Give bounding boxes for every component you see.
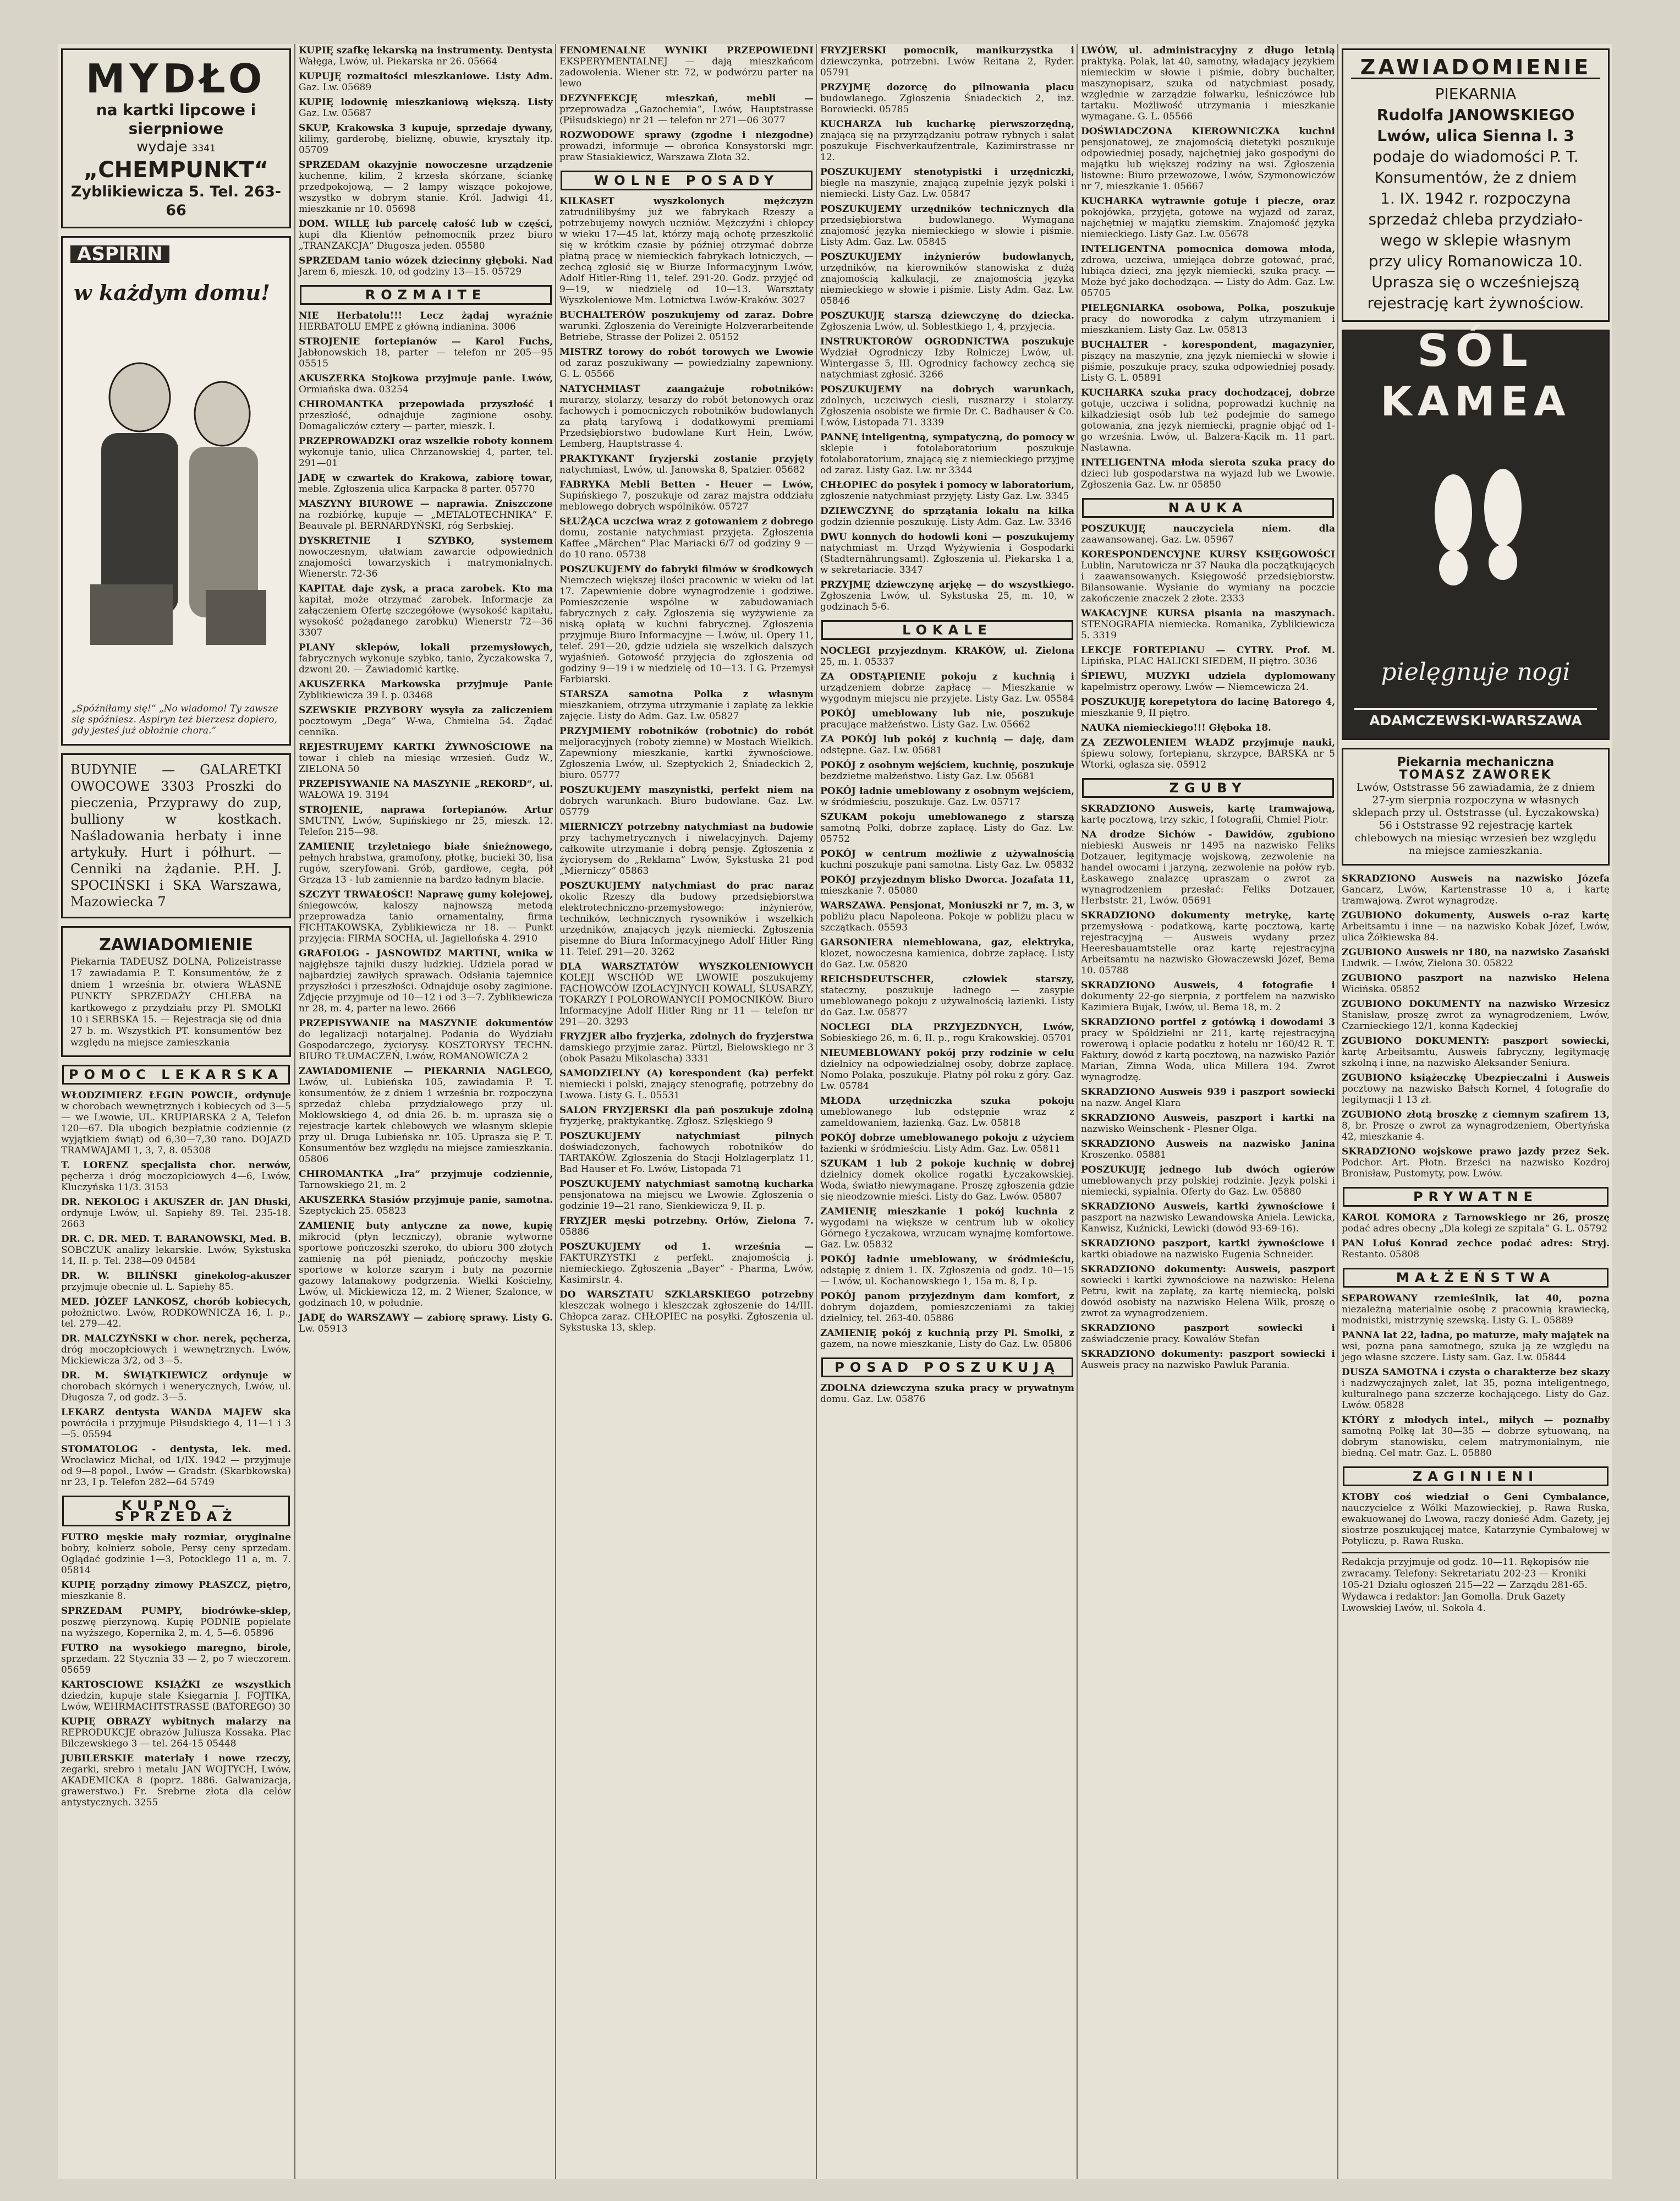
classified-ad: POSZUKUJEMY od 1. września — FAKTURZYSTKI z perfekt. znajomością j. niemieckiego. Zgłoszenia „Bayer“ - Pharma, Lwów, Kasimirstr. 4. [559,1241,814,1285]
classified-ad: SKRADZIONO portfel z gotówką i dowodami 3 pracy w Spółdzielni nr 211, kartę rejestracyjną rowerową i opłacie podatku z hotelu nr 160/42 R. T. Faktury, dowód z kartą pocztową, na nazwisko Paziór Marian, Zimna Woda, ulica Millera 194. Zwrot wynagrodzę. [1081,1017,1335,1083]
classified-ad: ZGUBIONO dokumenty, Ausweis o-raz kartę Arbeitsamtu i inne — na nazwisko Kobak Józef, Lwów, ulica Żółkiewska 84. [1342,910,1610,943]
classified-ad: DOM. WILLĘ lub parcelę całość lub w części, kupi dla Klientów pełnomocnik przez biuro „TRANZAKCJA“ Długosza jeden. 05580 [299,218,553,251]
aspirin-caption: „Spóźniłamy się!“ „No wiadomo! Ty zawsze się spóźniesz. Aspiryn też bierzesz dopiero, gdy jesteś już obłożnie chora.“ [72,703,278,736]
classified-ad: POSZUKUJEMY urzędników technicznych dla przedsiębiorstwa budowlanego. Wymagana znajomość języka niemieckiego w słowie i piśmie. Listy Adm. Gaz. Lw. 05845 [820,204,1074,248]
section-header-posad-poszukuja: POSAD POSZUKUJĄ [821,1357,1073,1377]
classified-ad: KUCHARKA wytrawnie gotuje i piecze, oraz pokojówka, przyjęta, gotowe na wyjazd od zaraz, najchętniej w majątku ziemskim. Znajomość języka niemieckiego. Listy Gaz. Lw. 05678 [1081,196,1335,240]
classified-ad: KUPIĘ OBRAZY wybitnych malarzy na REPRODUKCJE obrazów Juliusza Kossaka. Plac Bilczewskiego 3 — tel. 264-15 05448 [61,1716,291,1749]
classified-ad: ZAMIENIĘ pokój z kuchnią przy Pl. Smolki, z gazem, na nowe mieszkanie, Listy do Gaz. Lw. 05806 [820,1328,1074,1350]
ad-zawiadomienie-dolna [61,926,291,1057]
classified-ad: ZGUBIONO złotą broszkę z ciemnym szafirem 13, 8, br. Proszę o zwrot za wynagrodzeniem, Obertyńska 42, mieszkanie 4. [1342,1109,1610,1142]
section-header-lokale: LOKALE [821,620,1073,640]
zaw-line: PIEKARNIA [1435,85,1517,103]
ad-piekarnia-zaworek [1342,748,1610,866]
classified-ad: PRZYJMĘ dozorcę do pilnowania placu budowlanego. Zgłoszenia Śniadeckich 2, inż. Borowiecki. 05785 [820,82,1074,115]
classified-ad: POKÓJ panom przyjezdnym dam komfort, z dobrym dojazdem, pomieszczeniami za takiej dzielnicy, tel. 263-40. 05886 [820,1291,1074,1324]
zawiadomienie-title: ZAWIADOMIENIE [99,935,253,955]
classified-ad: FRYZJER albo fryzjerka, zdolnych do fryzjerstwa damskiego przyjmie zaraz. Pürtzl, Bielowskiego nr 3 (obok Pasażu Mikolascha) 3331 [559,1031,814,1064]
classified-ad: POKÓJ ładnie umeblowany, w śródmieściu, odstąpię z dniem 1. IX. Zgłoszenia od godz. 10—15 — Lwów, ul. Kochanowskiego 1, 15a m. 8, I p. [820,1254,1074,1287]
classified-ad: KUCHARZA lub kucharkę pierwszorzędną, znającą się na przyrządzaniu potraw rybnych i sałat poszukuje Fischverkaufzentrale, Kazimirstrasse nr 12. [820,119,1074,163]
zawiadomienie-body: Piekarnia TADEUSZ DOLNA, Polizeistrasse 17 zawiadamia P. T. Konsumentów, że z dniem 1 września br. otwiera WŁASNE PUNKTY SPRZEDAŻY CHLEBA na kartkowego z przydziału przy Pl. SMOLKI 10 i SERBSKA 15. — Rejestracja się od dnia 27 b. m. Wszystkich PT. konsumentów bez względu na miejsce zamieszkania [70,956,282,1048]
column-6 [1337,44,1613,2179]
ad-zawiadomienie-janowski [1342,48,1610,322]
classified-ad: DWU konnych do hodowli koni — poszukujemy natychmiast m. Urząd Wyżywienia i Gospodarki (Stadternährungsamt). Zgłoszenia ul. Piekarska 1 a, w sekretariacie. 3347 [820,532,1074,576]
classified-ad: STROJENIE fortepianów — Karol Fuchs, Jabłonowskich 18, parter — telefon nr 205—95 05515 [299,336,553,369]
ad-number: 3341 [191,143,216,154]
classified-ad: DR. W. BILIŃSKI ginekolog-akuszer przyjmuje obecnie ul. L. Sapiehy 85. [61,1271,291,1293]
classified-ad: DR. NEKOLOG i AKUSZER dr. JAN Dłuski, ordynuje Lwów, ul. Sapiehy 89. Tel. 235-18. 2663 [61,1197,291,1230]
ad-sol-kamea [1342,325,1610,740]
classified-ad: SKRADZIONO Ausweis, paszport i kartki na nazwisko Weinschenk - Plesner Olga. [1081,1113,1335,1135]
footprints-icon [1415,463,1541,606]
classified-ad: FRYZJERSKI pomocnik, manikurzystka i dziewczynka, potrzebni. Lwów Reitana 2, Ryder. 05791 [820,45,1074,78]
classified-ad: POSZUKUJĘ korepetytora do lacinę Batorego 4, mieszkanie 9, II piętro. [1081,697,1335,719]
classified-ad: POKÓJ umeblowany lub nie, poszukuje pracujące małżeństwo. Listy Gaz. Lw. 05662 [820,708,1074,730]
section-header-zaginieni: ZAGINIENI [1343,1466,1608,1486]
classified-ad: SKRADZIONO Ausweis, 4 fotografie i dokumenty 22-go sierpnia, z portfelem na nazwisko Kazimiera Bujak, Lwów, ul. Bema 18, m. 2 [1081,980,1335,1013]
pomoc-list [58,1090,294,1488]
classified-ad: ZGUBIONO paszport na nazwisko Helena Wicińska. 05852 [1342,973,1610,995]
classified-ad: BUCHALTER - korespondent, magazynier, piszący na maszynie, zna język niemiecki w słowie i piśmie, poszukuje pracy, szuka odpowiedniej posady. Listy G. L. 05891 [1081,340,1335,384]
zaw-line: Lwów, ulica Sienna l. 3 [1377,127,1574,145]
mydlo-line: wydaje [136,139,188,155]
classified-ad: CHIROMANTKA „Ira“ przyjmuje codziennie, Tarnowskiego 21, m. 2 [299,1169,553,1191]
classified-ad: DEZYNFEKCJĘ mieszkań, mebli — przeprowadza „Gazochemia“, Lwów, Hauptstrasse (Piłsudskiego) nr 21 — telefon nr 271—06 3077 [559,93,814,126]
section-header-prywatne: PRYWATNE [1343,1187,1608,1207]
classified-ad: DR. C. DR. MED. T. BARANOWSKI, Med. B. SOBCZUK analizy lekarskie. Lwów, Sykstuska 14, II. p. Tel. 238—09 04584 [61,1234,291,1267]
classified-ad: POKÓJ dobrze umeblowanego pokoju z użyciem łazienki w śródmieściu. Listy Adm. Gaz. Lw. 05811 [820,1132,1074,1154]
classified-ad: SPRZEDAM tanio wózek dziecinny głęboki. Nad Jarem 6, mieszk. 10, od godziny 13—15. 05729 [299,255,553,277]
classified-ad: STROJENIE, naprawa fortepianów. Artur SMUTNY, Lwów, Supińskiego nr 25, mieszk. 12. Telefon 215—98. [299,804,553,837]
zaw-line: podaje do wiadomości P. T. [1372,147,1579,166]
classified-ad: GRAFOLOG - JASNOWIDZ MARTINI, wnika w najgłębsze tajniki duszy ludzkiej. Udziela porad w najbardziej zawiłych sprawach. Odsłania tajemnice przyszłości i przeszłości. Odnajduje osoby zaginione. Zdjęcie przyjmuje od 10—12 i od 3—7. Zyblikiewicza nr 28, m. 4, parter na lewo. 2666 [299,948,553,1014]
classified-ad: KUPUJĘ rozmaitości mieszkaniowe. Listy Adm. Gaz. Lw. 05689 [299,71,553,93]
classified-ad: LEKARZ dentysta WANDA MAJEW ska powróciła i przyjmuje Piłsudskiego 4, 11—1 i 3—5. 05594 [61,1407,291,1440]
classified-ad: WARSZAWA. Pensjonat, Moniuszki nr 7, m. 3, w pobliżu placu Napoleona. Pokoje w pobliżu placu w szczątkach. 05593 [820,900,1074,933]
classified-ad: NOCLEGI przyjezdnym. KRAKÓW, ul. Zielona 25, m. 1. 05337 [820,645,1074,667]
mech-name: TOMASZ ZAWOREK [1399,768,1552,782]
classified-ad: JADĘ w czwartek do Krakowa, zabiorę towar, meble. Zgłoszenia ulica Karpacka 8 parter. 05770 [299,473,553,495]
classified-ad: PRZEPISYWANIE na MASZYNIE dokumentów do legalizacji notarjalnej. Podania do Wydziału Gospodarczego, życiorysy. KOSZTORYSY TECHN. BIURO TŁUMACZEŃ, Lwów, ROMANOWICZA 2 [299,1018,553,1062]
classified-ad: ZGUBIONO książeczkę Ubezpieczalni i Ausweis pocztowy na nazwisko Bałsch Kornel, 4 fotografie do legitymacji 1 13 zł. [1342,1072,1610,1105]
classified-ad: ZA ODSTĄPIENIE pokoju z kuchnią i urządzeniem dobrze zapłacę — Mieszkanie w wygodnym miejscu nie przyjęte. Listy Gaz. Lw. 05584 [820,671,1074,704]
classified-ad: MED. JÓZEF LANKOSZ, chorób kobiecych, położnictwo. Lwów, RODKOWNICZA 16, I. p., tel. 279—42. [61,1296,291,1329]
classified-ad: POKÓJ w centrum możliwie z używalnością kuchni poszukuje pani samotna. Listy Gaz. Lw. 05832 [820,848,1074,870]
classified-ad: POSZUKUJEMY inżynierów budowlanych, urzędników, na kierowników stanowiska z dużą znajomością kalkulacji, ze znajomością języka niemieckiego w słowie i piśmie. Listy Adm. Gaz. Lw. 05846 [820,251,1074,306]
classified-ad: MŁODA urzędniczka szuka pokoju umeblowanego lub odstępnie wraz z zameldowaniem, łazienką. Gaz. Lw. 05818 [820,1096,1074,1129]
classified-ad: FENOMENALNE WYNIKI PRZEPOWIEDNI EKSPERYMENTALNEJ — dają mieszkańcom zadowolenia. Wiener str. 72, w podwórzu parter na lewo [559,45,814,89]
classified-ad: FUTRO męskie mały rozmiar, oryginalne bobry, kołnierz sobole, Persy ceny sprzedam. Oglądać godzinie 1—3, Potocklego 11 a, m. 7. 05814 [61,1532,291,1576]
classified-ad: POKÓJ przyjezdnym blisko Dworca. Jozafata 11, mieszkanie 7. 05080 [820,874,1074,896]
classified-ad: SZUKAM 1 lub 2 pokoje kuchnię w dobrej dzielnicy domek okolice rogatki Łyczakowskiej. Woda, światło niewymagane. Proszę zgłoszenia gdzie się nieodzownie mieści. Listy do Gaz. Lwów. 05807 [820,1158,1074,1202]
classified-ad: PRZYJMĘ dziewczynę arjękę — do wszystkiego. Zgłoszenia Lwów, ul. Sykstuska 25, m. 10, w godzinach 5-6. [820,579,1074,612]
classified-ad: ŚPIEWU, MUZYKI udziela dyplomowany kapelmistrz operowy. Lwów — Niemcewicza 24. [1081,671,1335,693]
classified-ad: SKRADZIONO Ausweis, kartki żywnościowe i paszport na nazwisko Lewandowska Aniela. Lewicka, Kanwisz, Kuźnicki, Lewicki (dowód 93-69-16). [1081,1201,1335,1234]
classified-ad: SKRADZIONO Ausweis, kartę tramwajową, kartę pocztową, trzy szkic, I fotografii, Chmiel Piotr. [1081,803,1335,825]
classified-ad: SKRADZIONO dokumenty: paszport sowiecki i Ausweis pracy na nazwisko Pawluk Parania. [1081,1349,1335,1371]
classified-ad: ZGUBIONO DOKUMENTY: paszport sowiecki, kartę Arbeitsamtu, Ausweis fabryczny, legitymację szkolną i inne, na nazwisko Aleksander Seniura. [1342,1036,1610,1069]
classified-ad: NATYCHMIAST zaangażuje robotników: murarzy, stolarzy, tesarzy do robót betonowych oraz fachowych i pomocniczych robotników budowlanych za płatą taryfową i dodatkowymi premiami Przedsiębiorstwo budowlane Kurt Hein, Lwów, Lemberg, Hauptstrasse 4. [559,384,814,450]
section-header-zguby: ZGUBY [1082,778,1334,798]
zaw-line: Rudolfa JANOWSKIEGO [1376,106,1575,124]
classified-ad: PRAKTYKANT fryzjerski zostanie przyjęty natychmiast, Lwów, ul. Janowska 8, Spatzier. 05682 [559,453,814,475]
classified-ad: SKRADZIONO Ausweis 939 i paszport sowiecki na nazw. Angel Klara [1081,1087,1335,1109]
classified-ad: PAN Lołuś Konrad zechce podać adres: Stryj. Restanto. 05808 [1342,1238,1610,1260]
mydlo-title: MYDŁO [85,56,267,102]
mydlo-line: na kartki lipcowe i sierpniowe [96,101,256,138]
classified-ad: MISTRZ torowy do robót torowych we Lwowie od zaraz poszukiwany — powiedzialny zapewniony. G. L. 05566 [559,347,814,380]
kamea-name: KAMEA [1380,378,1571,425]
classified-ad: POSZUKUJEMY natychmiast samotną kucharka pensjonatowa na miejscu we Lwowie. Zgłoszenia o godzinie 19—21 rano, Sienkiewicza 9, II. p. [559,1179,814,1212]
kamea-maker: ADAMCZEWSKI-WARSZAWA [1354,708,1597,726]
classified-ad: PRZYJMIEMY robotników (robotnic) do robót meljoracyjnych (roboty ziemne) w Mostach Wielkich. Zapewniony mieszkanie, kartki żywnościowe. Zgłoszenia Lwów, ul. Szeptyckich 2, Śniadeckich 2, biuro. 05777 [559,726,814,781]
classified-ad: KARTOSCIOWE KSIĄŻKI ze wszystkich dziedzin, kupuje stale Księgarnia J. FOJTIKA, Lwów, WEHRMACHTSTRASSE (BATOREGO) 30 [61,1679,291,1712]
classified-ad: AKUSZERKA Stojkowa przyjmuje panie. Lwów, Ormiańska dwa. 03254 [299,373,553,395]
classified-ad: SZEWSKIE PRZYBORY wysyła za zaliczeniem pocztowym „Dega“ W-wa, Chmielna 54. Żądać cennika. [299,705,553,738]
classified-ad: JUBILERSKIE materiały i nowe rzeczy, zegarki, srebro i metalu JAN WOJTYCH, Lwów, AKADEMICKA 8 (poprz. 1886. Galwanizacja, grawerstwo.) Fr. Srebrne złota dla celów antystycznych. 3255 [61,1753,291,1808]
classified-ad: SALON FRYZJERSKI dla pań poszukuje zdolną fryzjerkę, praktykantkę. Zgłosz. Szlęskiego 9 [559,1105,814,1127]
section-header-wolne-posady: WOLNE POSADY [561,171,812,190]
kamea-sol: SÓL [1417,325,1534,376]
classified-ad: KAROL KOMORA z Tarnowskiego nr 26, proszę podać adres obecny „Dla kolegi ze szpitala“ G. L. 05792 [1342,1212,1610,1234]
classified-ad: SKRADZIONO wojskowe prawo jazdy przez Sek. Podchor. Art. Płotn. Brześci na nazwisko Kozdroj Bronisław, Pustomyty, pow. Lwów. [1342,1146,1610,1179]
kupno-list [58,1532,294,1808]
classified-ad: CHIROMANTKA przepowiada przyszłość i przeszłość, odnajduje zaginione osoby. Domagaliczów cztery — parter, mieszk. I. [299,399,553,432]
classified-ad: ZAWIADOMIENIE — PIEKARNIA NAGLEGO, Lwów, ul. Lubieńska 105, zawiadamia P. T. konsumentów, że z dniem 1 września br. rozpoczyna sprzedaż chleba przydziałowego przy ul. Mokłowskiego 4, od dnia 26. b. m. uprasza się o rejestracje kartek chlebowych we własnym sklepie przy ul. Druga Lubieńska nr. 105. Uprasza się P. T. Konsumentów bez względu na miejsce zamieszkania. 05806 [299,1066,553,1165]
classified-ad: ZA POKÓJ lub pokój z kuchnią — daję, dam odstępne. Gaz. Lw. 05681 [820,734,1074,756]
classified-ad: POKÓJ ładnie umeblowany z osobnym wejściem, w śródmieściu, poszukuje. Gaz. Lw. 05717 [820,786,1074,808]
section-header-pomoc: POMOC LEKARSKA [62,1065,290,1085]
column-2 [294,44,556,2179]
classified-ad: ZGUBIONO Ausweis nr 180, na nazwisko Zasański Ludwik. — Lwów, Zielona 30. 05822 [1342,947,1610,969]
zaw-line: Uprasza się o wcześniejszą [1371,273,1580,291]
classified-ad: PANNĘ inteligentną, sympatyczną, do pomocy w sklepie i fotolaboratorium poszukuje fotolaboratorium, znającą się z niemieckiego przyjmę od zaraz. Listy Gaz. Lw. nr 3344 [820,432,1074,476]
classified-ad: KUCHARKA szuka pracy dochodzącej, dobrze gotuje, uczciwa i solidna, poprowadzi kuchnię na kilkadziesiąt osób lub też podejmie do samego gotowania, zna język niemiecki, pragnie objąć od 1-go września. Lwów, ul. Balzera-Kącik m. 11 part. Nastawna. [1081,387,1335,453]
classified-ad: BUCHALTERÓW poszukujemy od zaraz. Dobre warunki. Zgłoszenia do Vereinigte Holzverarbeitende Betriebe, Strasse der Polizei 2. 05152 [559,310,814,343]
classified-ad: FABRYKA Mebli Betten - Heuer — Lwów, Supińskiego 7, poszukuje od zaraz majstra oddziału meblowego dobrych wspólników. 05727 [559,479,814,512]
classified-ad: DR. MALCZYŃSKI w chor. nerek, pęcherza, dróg moczopłciowych i wewnętrznych. Lwów, Mickiewicza 3/2, od 3—5. [61,1333,291,1366]
classified-ad: REJESTRUJEMY KARTKI ŻYWNOŚCIOWE na towar i chleb na miesiąc wrzesień. Gudz W., ZIELONA 50 [299,742,553,775]
classified-ad: POSZUKUJĘ nauczyciela niem. dla zaawansowanej. Gaz. Lw. 05967 [1081,523,1335,545]
column-1 [58,44,294,2179]
classified-ad: POSZUKUJEMY natychmiast pilnych doświadczonych, fachowych robotników do TARTAKÓW. Zgłoszenia do Stacji Holzlagerplatz 11, Bad Hauser et Fo. Lwów, Listopada 71 [559,1131,814,1175]
classified-ad: WŁODZIMIERZ ŁEGIN POWCIŁ, ordynuje w chorobach wewnętrznych i kobiecych od 3—5 — we Lwowie, UL. KRUPIARSKA 2 A, Telefon 120—67. Dla ubogich bezpłatnie codziennie (z wyjątkiem świąt) od 6,30—7,30 rano. DOJAZD TRAMWAJAMI 1, 3, 7, 8. 05308 [61,1090,291,1156]
zaw-line: sprzedaż chleba przydziało- [1368,210,1583,228]
aspirin-brand: ASPIRIN [70,245,169,263]
classified-ad: SŁUŻĄCA uczciwa wraz z gotowaniem z dobrego domu, zostanie natychmiast przyjęta. Zgłoszenia Kaffee „Märchen“ Plac Mariacki 6/7 od godziny 9 — do 10 rano. 05738 [559,516,814,560]
zaw-line: rejestrację kart żywnościow. [1367,294,1584,312]
classified-ad: PLANY sklepów, lokali przemysłowych, fabrycznych wykonuje szybko, tanio, Życzakowska 7, dzwoni 20. — Zawiadomić kartkę. [299,642,553,675]
classified-ad: SKRADZIONO Ausweis na nazwisko Janina Kroszenko. 05881 [1081,1138,1335,1160]
classified-ad: INTELIGENTNA młoda sierota szuka pracy do dzieci lub gospodarstwa na wyjazd lub we Lwowie. Zgłoszenia Gaz. Lw. nr 05850 [1081,457,1335,490]
classified-ad: SKRADZIONO paszport sowiecki i zaświadczenie pracy. Kowalów Stefan [1081,1323,1335,1345]
classified-ad: NAUKA niemieckiego!!! Głęboka 18. [1081,722,1271,733]
zaw-line: przy ulicy Romanowicza 10. [1368,252,1583,270]
classified-ad: SZUKAM pokoju umeblowanego z starszą samotną Polki, dobrze zapłacę. Listy do Gaz. Lw. 05752 [820,812,1074,845]
illustration-figures [79,331,277,661]
classified-ad: SPRZEDAM okazyjnie nowoczesne urządzenie kuchenne, kilim, 2 krzesła skórzane, ściankę przedpokojową, — 2 lampy wiszące pokojowe, wszystko w dobrym stanie. Król. Jadwigi 41, mieszkanie nr 10. 05698 [299,160,553,215]
classified-ad: SZCZYT TRWAŁOŚCI! Naprawę gumy kolejowej, śniegowców, kaloszy najnowszą metodą przeprowadza tanio ornamentalny, firma FICHTAKOWSKA, Zyblikiewicza nr 18. — Punkt przyjęcia: FIRMA SOCHA, ul. Jagiellońska 4. 2910 [299,889,553,944]
aspirin-tag: w każdym domu! [74,280,270,305]
classified-ad: SKRADZIONO paszport, kartki żywnościowe i kartki obiadowe na nazwisko Eugenia Schneider. [1081,1238,1335,1260]
mydlo-address: Zyblikiewicza 5. Tel. 263-66 [70,183,282,219]
column-5 [1077,44,1338,2179]
classified-ad: KUPIĘ szafkę lekarską na instrumenty. Dentysta Wałęga, Lwów, ul. Piekarska nr 26. 05664 [299,45,553,67]
classified-ad: KTOBY coś wiedział o Geni Cymbalance, nauczycielce z Wólki Mazowieckiej, p. Rawa Ruska, ewakuowanej do Lwowa, raczy donieść Adm. Gazety, jej siostrze poszukującej matce, Katarzynie Cymbałowej w Potyliczu, p. Rawa Ruska. [1342,1492,1610,1547]
classified-ad: ZGUBIONO DOKUMENTY na nazwisko Wrzesicz Stanisław, proszę zwrot za wynagrodzeniem, Lwów, Czarnieckiego 12/1, konna Kądeckiej [1342,999,1610,1032]
classified-ad: INTELIGENTNA pomocnica domowa młoda, zdrowa, uczciwa, umiejąca dobrze gotować, prać, lubiąca dzieci, zna język niemiecki, szuka pracy. — Może być jako dochodząca. — Listy do Adm. Gaz. Lw. 05705 [1081,244,1335,299]
classified-ad: KUPIĘ porządny zimowy PŁASZCZ, piętro, mieszkanie 8. [61,1580,291,1602]
classified-ad: PRZEPISYWANIE NA MASZYNIE „REKORD“, ul. WAŁOWA 19. 3194 [299,779,553,801]
ad-budynie: BUDYNIE — GALARETKI OWOCOWE 3303 Proszki do pieczenia, Przyprawy do zup, bulliony w kostkach. Naśladowania herbaty i inne artykuły. Hurt i półhurt. — Cenniki na żądanie. P.H. J. SPOCIŃSKI i SKA Warszawa, Mazowiecka 7 [61,753,291,918]
classified-ad: WAKACYJNE KURSA pisania na maszynach. STENOGRAFIA niemiecka. Romanika, Zyblikiewicza 5. 3319 [1081,608,1335,641]
classified-ad: SKRADZIONO Ausweis na nazwisko Józefa Gancarz, Lwów, Kartenstrasse 10 a, i kartę tramwajową. Zwrot wynagrodzę. [1342,873,1610,906]
zaw-line: wego w sklepie własnym [1380,231,1572,249]
redakcja-footer: Redakcja przyjmuje od godz. 10—11. Rękopisów nie zwracamy. Telefony: Sekretariatu 202-23 — Kroniki 105-21 Działu ogłoszeń 215—22 — Zarządu 281-65. Wydawca i redaktor: Jan Gomolla. Druk Gazety Lwowskiej Lwów, ul. Sokoła 4. [1342,1552,1610,1614]
classified-ad: ZA ZEZWOLENIEM WŁADZ przyjmuje nauki, śpiewu solowy, fortepianu, skrzypce, BARSKA nr 5 Wtorki, oglasza się. 05912 [1081,737,1335,770]
mech-title: Piekarnia mechaniczna [1397,755,1555,769]
classified-ad: POSZUKUJEMY natychmiast do prac naraz okolic Rzeszy dla budowy przedsiębiorstwa elektrotechniczno-przemysłowego: inżynierów, techników, technicznych rysowników i wszelkich urzędników, znających język niemiecki. Zgłoszenia pisemne do Biura Informacyjnego Adolf Hitler Ring 11. Telef. 291—20. 3262 [559,880,814,957]
classified-ad: PIELĘGNIARKA osobowa, Polka, poszukuje pracy do noworodka z całym utrzymaniem i mieszkaniem. Listy Gaz. Lw. 05813 [1081,303,1335,336]
classified-ad: DUSZA SAMOTNA i czysta o charakterze bez skazy i nadzwyczajnych zalet, lat 35, pozna inteligentnego, kulturalnego pana szczerze kochającego. Listy do Gaz. Lwów. 05828 [1342,1367,1610,1411]
classified-ad: FUTRO na wysokiego maregno, birole, sprzedam. 22 Stycznia 33 — 2, po 7 wieczorem. 05659 [61,1642,291,1676]
classified-ad: SKUP, Krakowska 3 kupuje, sprzedaje dywany, kilimy, garderobę, bieliznę, obuwie, kryształy itp. 05709 [299,123,553,156]
classified-ad: SEPAROWANY rzemieślnik, lat 40, pozna niezależną materialnie osobę z pracownią krawiecką, modnistki, mistrzynię szewską. Listy G. L. 05889 [1342,1293,1610,1326]
classified-ad: KILKASET wyszkolonych mężczyzn zatrudnilibyśmy już we fabrykach Rzeszy a potrzebujemy nowych uczniów. Mężczyźni i chłopcy w wieku 17—45 lat, którzy mają ochotę przeszkolić się w krótkim czasie by później otrzymać dobrze płatną pracę w niemieckich fabrykach lotniczych, — zechcą zgłosić się w Biurze Informacyjnym Lwów, Adolf Hitler-Ring 11, telef. 291-20. Godz. przyjęć od 9—19, w niedzielę od 10—13. Warsztaty Wyszkoleniowe Mm. Lotnictwa Lwów-Kraków. 3027 [559,196,814,306]
classified-ad: KUPIĘ lodownię mieszkaniową większą. Listy Gaz. Lw. 05687 [299,97,553,119]
classified-ad: STOMATOLOG - dentysta, lek. med. Wrocławicz Michał, od 1/IX. 1942 — przyjmuje od 9—8 popoł., Lwów — Gradstr. (Skarbkowska) nr 23, I p. Telefon 282—64 5749 [61,1444,291,1488]
classified-ad: JADĘ do WARSZAWY — zabiorę sprawy. Listy G. Lw. 05913 [299,1312,553,1334]
zaw-line: Konsumentów, że z dniem [1374,168,1577,187]
classified-ad: POSZUKUJEMY na dobrych warunkach, zdolnych, uczciwych ciesli, rusznarzy i stolarzy. Zgłoszenia osobiste we firmie Dr. C. Badhauser & Co. Lwów, Listopada 71. 3339 [820,384,1074,428]
classified-ad: MASZYNY BIUROWE — naprawia. Zniszczone na rozbiórkę, kupuje — „METALOTECHNIKA“ F. Beauvale pl. BERNARDYŃSKI, róg Serbskiej. [299,499,553,532]
classified-ad: DOŚWIADCZONA KIEROWNICZKA kuchni pensjonatowej, ze znajomością dietetyki poszukuje odpowiedniej posady, najchętniej jako gospodyni do majątku lub większej rodziny na wsi. Zgłoszenia listowne: Biuro przewozowe, Lwów, Szymonowiczów nr 7, mieszkanie 1. 05667 [1081,126,1335,192]
chempunkt: „CHEMPUNKT“ [83,157,269,183]
classified-ad: SKRADZIONO dokumenty: Ausweis, paszport sowiecki i kartki żywnościowe na nazwisko: Helena Petru, kwit na zapłatę, za kartę niemiecką, polski dowód osobisty na nazwisko Helena Wilk, proszę o zwrot za wynagrodzeniem. [1081,1264,1335,1319]
classified-ad: KTÓRY z młodych intel., miłych — poznałby samotną Polkę lat 30—35 — dobrze sytuowaną, na dobrym stanowisku, celem matrymonialnym, nie biedną. Cel matr. Gaz. L. 05880 [1342,1415,1610,1459]
classified-ad: DR. M. ŚWIĄTKIEWICZ ordynuje w chorobach skórnych i wenerycznych, Lwów, ul. Długosza 7, od godz. 3—5. [61,1370,291,1403]
zaw-line: 1. IX. 1942 r. rozpoczyna [1380,189,1571,207]
classified-ad: ZDOLNA dziewczyna szuka pracy w prywatnym domu. Gaz. Lw. 05876 [820,1383,1074,1405]
classified-ad: ZAMIENIĘ buty antyczne za nowe, kupię mikrocid (płyn leczniczy), obranie wytworne sportowe pończoszki szeroko, do ubioru 300 złotych zamienię na pół pieniądz, pończochy męskie sportowe w kolorze szarym i buty na pozornie gazowy latanakowy podgrzenia. Wielki Kościelny, Lwów, ul. Mickiewicza 12, m. 2 Wiener, Szalonce, w godzinach 10, w południe. [299,1220,553,1308]
classified-ad: POSZUKUJEMY stenotypistki i urzędniczki, biegłe na maszynie, znającą zupełnie język polski i niemiecki. Listy Gaz. Lw. 05847 [820,167,1074,200]
classified-ad: NOCLEGI DLA PRZYJEZDNYCH, Lwów, Sobieskiego 26, m. 6, II. p., rogu Krakowskiej. 05701 [820,1022,1074,1044]
classified-ad: REICHSDEUTSCHER, człowiek starszy, stateczny, poszukuje ładnego — zasypie umeblowanego pokoju z używalnością łazienki. Listy do Gaz. Lw. 05877 [820,974,1074,1018]
ad-mydlo [61,48,291,228]
classified-ad: MIERNICZY potrzebny natychmiast na budowie przy tachymetrycznych i niwelacyjnych. Dajemy całkowite utrzymanie i dobrą pensję. Zgłoszenia z życiorysem do „Reklama“ Lwów, Sykstuska 21 pod „Mierniczy“ 05863 [559,822,814,877]
classified-ad: POSZUKUJEMY maszynistki, perfekt niem na dobrych warunkach. Biuro budowlane. Gaz. Lw. 05779 [559,785,814,818]
classified-ad: CHŁOPIEC do posyłek i pomocy w laboratorium, zgłoszenie natychmiast przyjęty. Listy Gaz. Lw. 3345 [820,480,1074,502]
classified-ad: LEKCJE FORTEPIANU — CYTRY. Prof. M. Lipińska, PLAC HALICKI SIEDEM, II piętro. 3036 [1081,645,1335,667]
classified-ad: KAPITAŁ daje zysk, a praca zarobek. Kto ma kapitał, może otrzymać zarobek. Informacje za załączeniem Ofertę szczegółowe (wysokość kapitału, wysokość pożądanego zarobku) Wienerstr 72—36 3307 [299,583,553,638]
classified-ad: DO WARSZTATU SZKLARSKIEGO potrzebny kleszczak wolnego i kleszczak zgłoszenie do 14/III. Chłopca zaraz. CHŁOPIEC na posyłki. Zgłoszenia ul. Sykstuska 13, sklep. [559,1289,814,1333]
classified-ad: NIEUMEBLOWANY pokój przy rodzinie w celu dzielnicy na odpowiedzialnej osoby, dobrze zapłacę. Nomo Polaka, poszukuje. Płatny pół roku z góry. Gaz. Lw. 05784 [820,1048,1074,1092]
classified-ad: NIE Herbatolu!!! Lecz żądaj wyraźnie HERBATOLU EMPE z główną indianina. 3006 [299,310,553,332]
classified-ad: AKUSZERKA Markowska przyjmuje Panie Zyblikiewicza 39 I. p. 03468 [299,679,553,701]
section-header-kupno: KUPNO — SPRZEDAŻ [62,1496,290,1526]
column-3 [555,44,817,2179]
classified-ad: POKÓJ z osobnym wejściem, kuchnię, poszukuje bezdzietne małżeństwo. Listy Gaz. Lw. 05681 [820,760,1074,782]
classified-ad: ROZWODOWE sprawy (zgodne i niezgodne) prowadzi, informuje — obrońca Konsystorski mgr. praw Stasiakiewicz, Warszawa Złota 32. [559,130,814,163]
classified-ad: POSZUKUJĘ starszą dziewczynę do dziecka. Zgłoszenia Lwów, ul. Soblestkiego 1, 4, przyjęcia. [820,310,1074,332]
classified-ad: AKUSZERKA Stasiów przyjmuje panie, samotna. Szeptyckich 25. 05823 [299,1195,553,1217]
classified-ad: SPRZEDAM PUMPY, biodrówke-sklep, poszwę pierzynową. Kupię PODNIE popielate na wyższego, Kopernika 2, m. 4, 5—6. 05896 [61,1606,291,1639]
mech-body: Lwów, Oststrasse 56 zawiadamia, że z dniem 27-ym sierpnia rozpoczyna w własnych sklepach przy ul. Oststrasse (ul. Łyczakowska) 56 i Oststrasse 92 rejestrację kartek chlebowych na miesiąc wrzesień bez względu na miejsce zamieszkania. [1352,781,1600,857]
classified-ad: POSZUKUJEMY do fabryki filmów w środkowych Niemczech większej ilości pracownic w wieku od lat 17. Zapewnienie dobre wynagrodzenie i godziwe. Pomieszczenie wspólne w zabudowaniach fabrycznych z cały. Zgłoszenia się wyżywienie za niską opłatą w kuchni fabrycznej. Zgłoszenia przyjmuje Biuro Informacyjne — Lwów, ul. Opery 11, telef. 291—20, gdzie udziela się wszelkich dalszych wyjaśnień. Gotowość przyjęcia do zgłoszenia od godziny 9—19 i w niedzielę od 10—13. I G. Przemysł Farbiarski. [559,564,814,685]
ad-aspirin [61,236,291,746]
classified-ad: T. LORENZ specjalista chor. nerwów, pęcherza i dróg moczopłciowych 4—6, Lwów, Kluczyńska 11/3. 3153 [61,1160,291,1193]
column-4 [816,44,1078,2179]
classified-ad: NA drodze Sichów - Dawidów, zgubiono niebieski Ausweis nr 1495 na nazwisko Feliks Dotzauer, legitymację wojskową, zezwolenie na handel owocami i jarzyną, zezwolenie na połów ryb. Łaskawego znalazcę upraszam o zwrot za wynagrodzeniem przesłać: Feliks Dotzauer, Herbststr. 21, Lwów. 05691 [1081,829,1335,906]
classified-ad: SAMODZIELNY (A) korespondent (ka) perfekt niemiecki i polski, znający stenografię, potrzebny do Lwowa. Listy G. L. 05531 [559,1068,814,1101]
classified-ad: STARSZA samotna Polka z własnym mieszkaniem, otrzyma utrzymanie i zapłatę za lekkie zajęcie. Listy do Adm. Gaz. Lw. 05827 [559,689,814,722]
section-header-malzenstwa: MAŁŻEŃSTWA [1343,1268,1608,1288]
classified-ad: LWÓW, ul. administracyjny z długo letnią praktyką. Polak, lat 40, samotny, władający językiem niemieckim w słowie i piśmie, dobry buchalter, maszynopisarz, szuka od natychmiast posady, względnie w zarządzie folwarku, leśniczówce lub tartaku. Możliwość utrzymania i mieszkanie wymagane. G. L. 05566 [1081,45,1335,122]
classified-ad: PRZEPROWADZKI oraz wszelkie roboty konnem wykonuje tanio, ulica Chrzanowskiej 4, parter, tel. 291—01 [299,436,553,469]
kamea-slogan: pielęgnuje nogi [1381,658,1571,686]
classified-ad: POSZUKUJĘ jednego lub dwóch ogierów umeblowanych przy polskiej rodzinie. Język polski i niemiecki, sypialnia. Oferty do Gaz. Lw. 05880 [1081,1164,1335,1197]
classified-ad: DYSKRETNIE I SZYBKO, systemem nowoczesnym, ułatwiam zawarcie odpowiednich znajomości towarzyskich i matrymonialnych. Wienerstr. 72-36 [299,535,553,579]
classified-ad: PANNA lat 22, ładna, po maturze, mały majątek na wsi, pozna pana samotnego, szuka ją ze względu na jego własne szczere. Listy sam. Gaz. Lw. 05844 [1342,1330,1610,1363]
classified-ad: FRYZJER męski potrzebny. Orłów, Zielona 7. 05886 [559,1216,814,1238]
classified-ad: DZIEWCZYNĘ do sprzątania lokalu na kilka godzin dziennie poszukuję. Listy Adm. Gaz. Lw. 3346 [820,506,1074,528]
classified-ad: INSTRUKTORÓW OGRODNICTWA poszukuje Wydział Ogrodniczy Izby Rolniczej Lwów, ul. Wintergasse 5, III. Ogrodnicy fachowcy zechcą się natychmiast zgłosić. 3266 [820,336,1074,380]
section-header-rozmaite: ROZMAITE [300,285,552,305]
classified-ad: GARSONIERA niemeblowana, gaz, elektryka, klozet, nowoczesna kamienica, dobrze zapłacę. Listy do Gaz. Lw. 05820 [820,937,1074,970]
classified-ad: KORESPONDENCYJNE KURSY KSIĘGOWOŚCI Lublin, Narutowicza nr 37 Nauka dla początkujących i zaawansowanych. Księgowość przedsiębiorstw. Bilansowanie. Wysłanie do wymiany na poczcie zakończenie znaczek 2 złote. 2333 [1081,549,1335,604]
zawiadomienie-title: ZAWIADOMIENIE [1351,57,1600,79]
classified-ad: ZAMIENIĘ mieszkanie 1 pokój kuchnia z wygodami na większe w centrum lub w okolicy Górnego Łyczakowa, wrzucam wynajmę komfortowe. Gaz. Lw. 05832 [820,1206,1074,1250]
newspaper-page [58,44,1612,2179]
classified-ad: ZAMIENIĘ trzyletniego białe śnieżnowego, pełnych hrabstwa, gramofony, płotkę, bucieki 30, lisa rugów, szeryfowani. Grób, gardłowe, cegłą, pół Grząza 13 - lub zamiennie na bardzo ładnym blacie. [299,841,553,885]
classified-ad: SKRADZIONO dokumenty metrykę, kartę przemysłową - podatkową, kartę pocztową, kartę rejestracyjną — Ausweis wydany przez Heeresbauamtstelle oraz kartę rejestracyjną Arbeitsamtu na nazwisko Głowaczewski Józef, Bema 10. 05788 [1081,910,1335,976]
section-header-nauka: NAUKA [1082,498,1334,518]
classified-ad: DLA WARSZTATÓW WYSZKOLENIOWYCH KOLEJI WSCHÓD WE LWOWIE poszukujemy FACHOWCÓW IZOLACYJNYCH KOWALI, ŚLUSARZY, TOKARZY I POLOROWANYCH POMOCNIKÓW. Biuro Informacyjne Adolf Hitler Ring nr 11 — telefon nr 291—20. 3293 [559,961,814,1027]
